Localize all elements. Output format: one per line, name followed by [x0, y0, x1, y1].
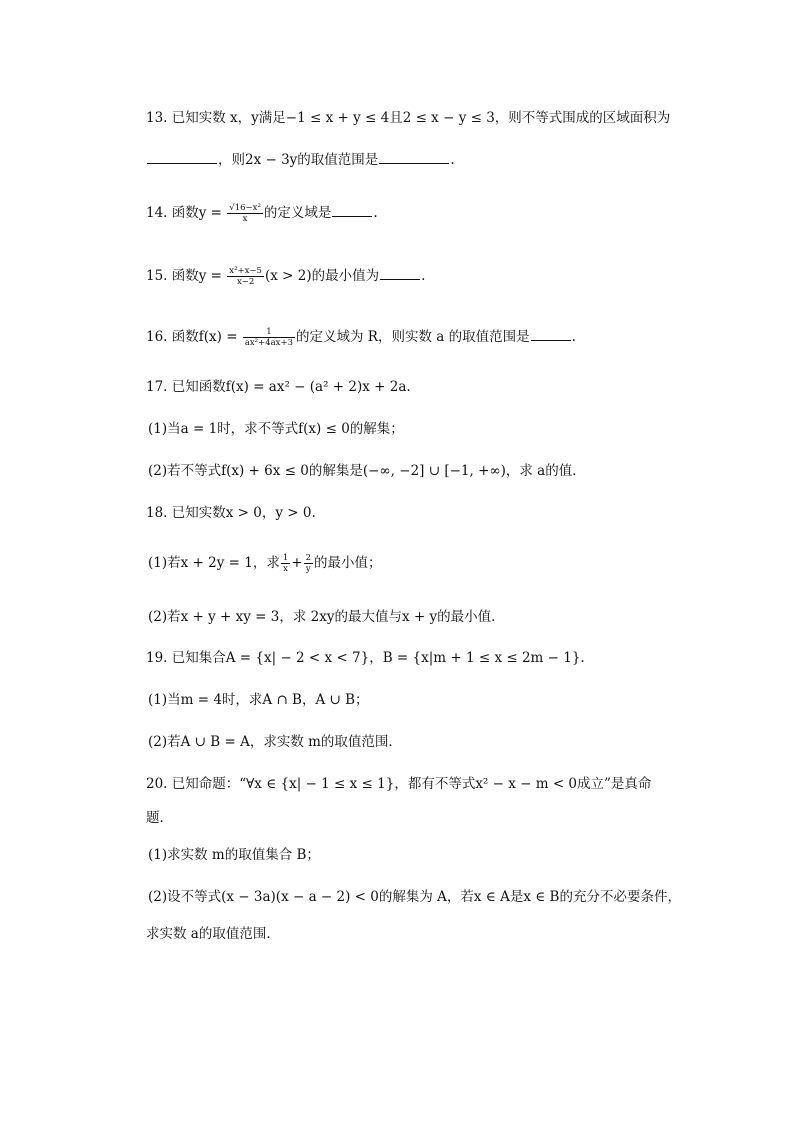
q16-denominator: ax²+4ax+3 [244, 338, 294, 348]
q16-suffix: 的定义域为 R，则实数 a 的取值范围是 [296, 329, 530, 345]
q13-blank-1[interactable] [147, 150, 217, 164]
q13-line2 [146, 150, 455, 170]
q16-prefix: 16. 函数f(x) = [146, 329, 238, 345]
q15-fraction [227, 266, 264, 287]
q18-frac2-numerator: 2 [305, 553, 311, 563]
q14 [146, 203, 378, 224]
q20-part2-cont: 求实数 a的取值范围． [146, 926, 280, 942]
q14-denominator: x [242, 214, 248, 224]
q16-period: . [571, 329, 576, 345]
q17-stem: 17. 已知函数f(x) = ax² − (a² + 2)x + 2a. [146, 379, 411, 395]
q18-plus: + [291, 555, 303, 571]
q20-stem-line1: 20. 已知命题：“∀x ∈ {x| − 1 ≤ x ≤ 1}，都有不等式x² − x − m < 0成立”是真命 [146, 776, 652, 792]
q18-stem: 18. 已知实数x > 0，y > 0. [146, 505, 316, 521]
q18-frac2-denominator: y [305, 564, 311, 574]
q18-part1-prefix: (1)若x + 2y = 1，求 [148, 555, 280, 571]
q20-stem-line2: 题． [146, 810, 173, 826]
q13-blank-2[interactable] [379, 150, 449, 164]
q14-period: . [373, 205, 378, 221]
q17-part2: (2)若不等式f(x) + 6x ≤ 0的解集是(−∞, −2] ∪ [−1, +∞)，求 a的值． [148, 463, 586, 479]
q16-blank[interactable] [531, 327, 571, 341]
q14-fraction [227, 203, 263, 224]
q18-part1-suffix: 的最小值； [314, 555, 382, 571]
q13-period: . [450, 152, 455, 168]
q15-period: . [421, 268, 426, 284]
q13-line1: 13. 已知实数 x，y满足−1 ≤ x + y ≤ 4且2 ≤ x − y ≤ 3，则不等式围成的区域面积为 [146, 110, 671, 126]
q15-denominator: x−2 [236, 277, 255, 287]
q19-part1: (1)当m = 4时，求A ∩ B，A ∪ B； [148, 692, 369, 708]
q15-prefix: 15. 函数y = [146, 268, 222, 284]
q14-prefix: 14. 函数y = [146, 205, 222, 221]
q19-stem: 19. 已知集合A = {x| − 2 < x < 7}，B = {x|m + 1 ≤ x ≤ 2m − 1}. [146, 650, 585, 666]
q15-blank[interactable] [380, 266, 420, 280]
q18-part2: (2)若x + y + xy = 3，求 2xy的最大值与x + y的最小值． [148, 609, 505, 625]
q17-part1: (1)当a = 1时，求不等式f(x) ≤ 0的解集； [148, 421, 404, 437]
q20-part1: (1)求实数 m的取值集合 B； [148, 847, 320, 863]
q18-part1 [148, 553, 382, 574]
q20-part2: (2)设不等式(x − 3a)(x − a − 2) < 0的解集为 A，若x ∈ A是x ∈ B的充分不必要条件， [148, 889, 681, 905]
q16 [146, 327, 576, 348]
q14-blank[interactable] [332, 203, 372, 217]
q16-numerator: 1 [243, 327, 295, 338]
q14-numerator: √16−x² [229, 203, 261, 213]
q18-fraction-1 [281, 553, 290, 574]
q15 [146, 266, 425, 287]
q15-suffix: (x > 2)的最小值为 [264, 268, 380, 284]
q18-fraction-2 [304, 553, 313, 574]
q13-line2-text: ，则2x − 3y的取值范围是 [218, 152, 379, 168]
q16-fraction [243, 327, 295, 348]
q18-frac1-numerator: 1 [282, 553, 289, 563]
q18-frac1-denominator: x [283, 564, 288, 574]
q15-numerator: x²+x−5 [229, 266, 262, 276]
q19-part2: (2)若A ∪ B = A，求实数 m的取值范围． [148, 734, 402, 750]
q14-suffix: 的定义域是 [263, 205, 332, 221]
